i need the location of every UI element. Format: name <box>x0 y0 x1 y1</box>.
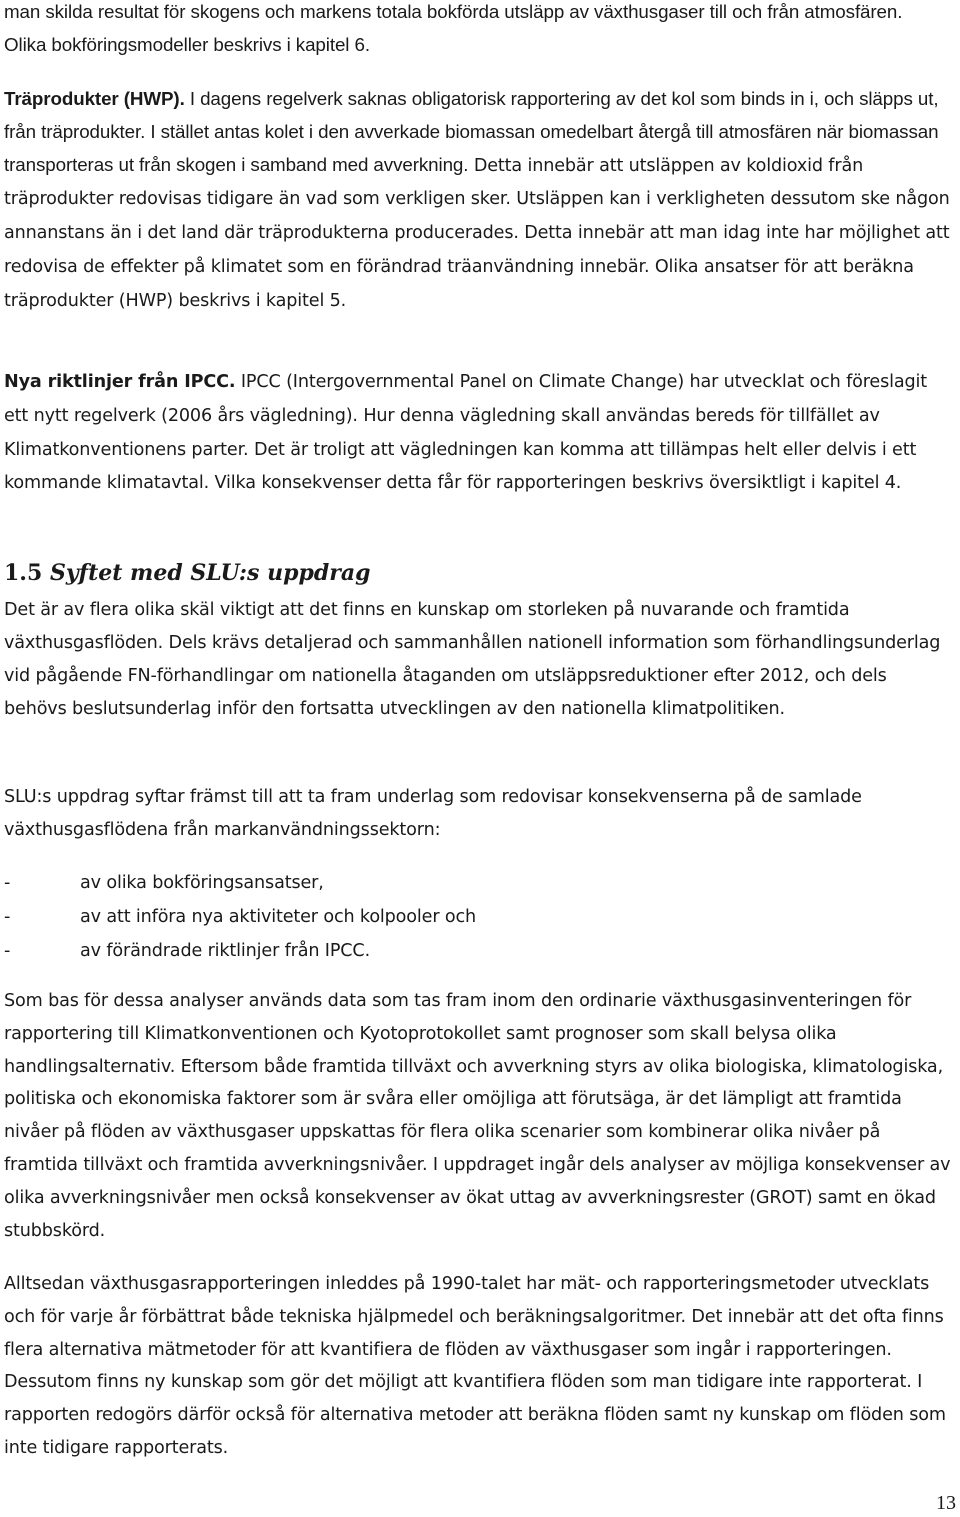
paragraph-purpose <box>4 594 952 726</box>
page-number: 13 <box>936 1492 956 1514</box>
list-item-text: av olika bokföringsansatser, <box>80 873 324 893</box>
paragraph-hwp <box>4 83 952 318</box>
paragraph-assignment <box>4 781 952 847</box>
paragraph-methods <box>4 1268 952 1465</box>
section-title: Syftet med SLU:s uppdrag <box>42 560 371 586</box>
list-item-text: av att införa nya aktiviteter och kolpooler och <box>80 907 476 927</box>
section-number: 1.5 <box>4 560 43 586</box>
consequence-list <box>4 866 952 968</box>
list-item-text: av förändrade riktlinjer från IPCC. <box>80 941 371 961</box>
list-dash: - <box>4 941 11 961</box>
paragraph-purpose-text: Det är av flera olika skäl viktigt att det finns en kunskap om storleken på nuvarande och framtida växthusgasflöden. Dels krävs detaljerad och sammanhållen nationell information som förhandlingsunderlag vid pågående FN-förhandlingar om nationella åtaganden om utsläppsreduktioner efter 2012, och dels behövs beslutsunderlag inför den fortsatta utvecklingen av den nationella klimatpolitiken. <box>4 600 941 719</box>
list-dash: - <box>4 907 11 927</box>
paragraph-ipcc <box>4 365 952 500</box>
section-heading <box>4 555 370 591</box>
paragraph-analysis-text: Som bas för dessa analyser används data som tas fram inom den ordinarie växthusgasinventeringen för rapportering till Klimatkonventionen och Kyotoprotokollet samt prognoser som skall belysa olika handlingsalternativ. Eftersom både framtida tillväxt och avverkning styrs av olika biologiska, klimatologiska, politiska och ekonomiska faktorer som är svåra eller omöjliga att förutsäga, är det lämpligt att framtida nivåer på flöden av växthusgaser uppskattas för flera olika scenarier som kombinerar olika nivåer på framtida tillväxt och framtida avverkningsnivåer. I uppdraget ingår dels analyser av möjliga konsekvenser av olika avverkningsnivåer men också konsekvenser av ökat uttag av avverkningsrester (GROT) samt en ökad stubbskörd. <box>4 991 951 1241</box>
paragraph-ipcc-lead: Nya riktlinjer från IPCC. <box>4 372 236 392</box>
paragraph-intro <box>4 0 944 61</box>
paragraph-methods-text: Alltsedan växthusgasrapporteringen inleddes på 1990-talet har mät- och rapporteringsmetoder utvecklats och för varje år förbättrat både tekniska hjälpmedel och beräkningsalgoritmer. Det innebär att det ofta finns flera alternativa mätmetoder för att kvantifiera de flöden av växthusgaser som ingår i rapporteringen. Dessutom finns ny kunskap som gör det möjligt att kvantifiera flöden som man tidigare inte rapporterat. I rapporten redogörs därför också för alternativa metoder att beräkna flöden samt ny kunskap om flöden som inte tidigare rapporterats. <box>4 1274 946 1458</box>
paragraph-ipcc-text: IPCC (Intergovernmental Panel on Climate Change) har utvecklat och föreslagit ett nytt regelverk (2006 års vägledning). Hur denna vägledning skall användas bereds för tillfället av Klimatkonventionens parter. Det är troligt att vägledningen kan komma att tillämpas helt eller delvis i ett kommande klimatavtal. Vilka konsekvenser detta får för rapporteringen beskrivs översiktligt i kapitel 4. <box>4 372 927 494</box>
list-item <box>4 934 952 968</box>
paragraph-analysis <box>4 985 952 1247</box>
paragraph-hwp-lead: Träprodukter (HWP). <box>4 88 185 109</box>
list-item <box>4 900 952 934</box>
paragraph-intro-text: man skilda resultat för skogens och markens totala bokförda utsläpp av växthusgaser till och från atmosfären. Olika bokföringsmodeller beskrivs i kapitel 6. <box>4 1 903 55</box>
paragraph-hwp-text-b: Detta innebär att utsläppen av koldioxid från träprodukter redovisas tidigare än vad som verkligen sker. Utsläppen kan i verkligheten dessutom ske någon annanstans än i det land där träprodukterna producerades. Detta innebär att man idag inte har möjlighet att redovisa de effekter på klimatet som en förändrad träanvändning innebär. Olika ansatser för att beräkna träprodukter (HWP) beskrivs i kapitel 5. <box>4 155 950 311</box>
list-dash: - <box>4 873 11 893</box>
list-item <box>4 866 952 900</box>
paragraph-assignment-text: SLU:s uppdrag syftar främst till att ta fram underlag som redovisar konsekvenserna på de samlade växthusgasflödena från markanvändningssektorn: <box>4 787 862 840</box>
paragraph-hwp-text-a: I dagens regelverk saknas obligatorisk rapportering av det kol som binds in i, och släpps ut, från träprodukter. I stället antas kolet i den avverkade biomassan omedelbart återgå till atmosfären när biomassan transporteras ut från skogen i samband med avverkning. <box>4 88 939 175</box>
